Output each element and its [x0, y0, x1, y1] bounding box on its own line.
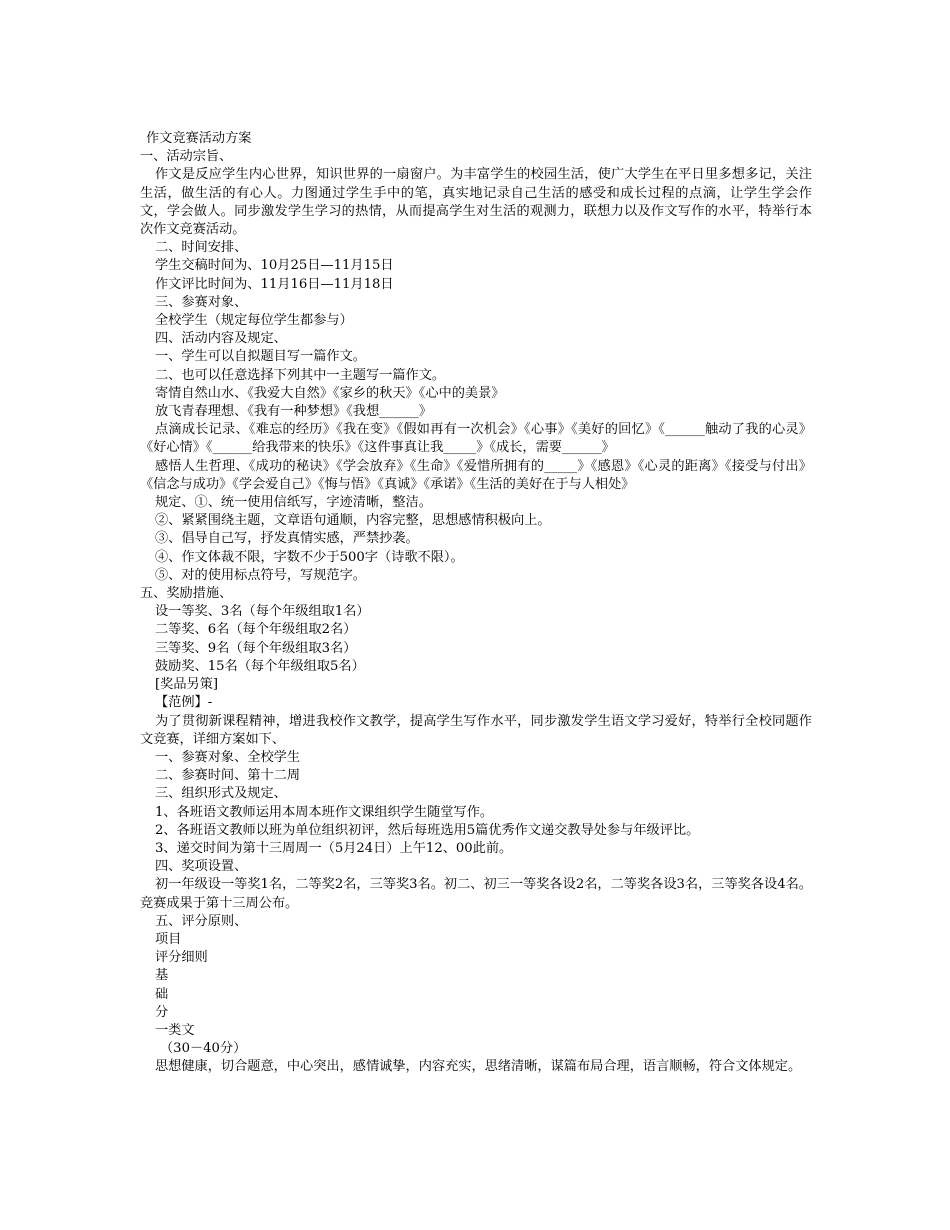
paragraph: 为了贯彻新课程精神，增进我校作文教学，提高学生写作水平，同步激发学生语文学习爱好，特举行全校同题作文竞赛，详细方案如下、: [140, 713, 812, 747]
text-line: 三等奖、9名（每个年级组取3名）: [155, 640, 357, 656]
text-line: 1、各班语文教师运用本周本班作文课组织学生随堂写作。: [155, 804, 494, 820]
text-line: 一、活动宗旨、: [140, 149, 233, 165]
text-line: 五、评分原则、: [155, 913, 248, 929]
text-line: 【范例】-: [155, 695, 213, 711]
text-line: ④、作文体裁不限，字数不少于500字（诗歌不限）。: [155, 549, 464, 565]
text-line: 2、各班语文教师以班为单位组织初评，然后每班选用5篇优秀作文递交教导处参与年级评比。: [155, 822, 700, 838]
text-line: 鼓励奖、15名（每个年级组取5名）: [155, 658, 365, 674]
text-line: 3、递交时间为第十三周周一（5月24日）上午12、00此前。: [155, 840, 513, 856]
text-line: [奖品另策]: [155, 677, 219, 693]
text-line: 全校学生（规定每位学生都参与）: [155, 313, 353, 329]
text-line: 二、参赛时间、第十二周: [155, 768, 301, 784]
text-line: 二等奖、6名（每个年级组取2名）: [155, 622, 357, 638]
text-line: 作文评比时间为、11月16日—11月18日: [155, 276, 394, 292]
text-line: 寄情自然山水、《我爱大自然》《家乡的秋天》《心中的美景》: [155, 385, 505, 401]
text-line: 四、奖项设置、: [155, 859, 248, 875]
text-line: （30－40分）: [160, 1041, 247, 1057]
text-line: 础: [155, 986, 169, 1002]
text-line: 基: [155, 968, 169, 984]
text-line: 规定、①、统一使用信纸写，字迹清晰，整洁。: [155, 495, 432, 511]
text-line: 五、奖励措施、: [140, 586, 233, 602]
text-line: ③、倡导自己写，抒发真情实感，严禁抄袭。: [155, 531, 419, 547]
text-line: ②、紧紧围绕主题，文章语句通顺，内容完整，思想感情积极向上。: [155, 513, 551, 529]
text-line: 设一等奖、3名（每个年级组取1名）: [155, 604, 370, 620]
text-line: 四、活动内容及规定、: [155, 331, 287, 347]
text-line: 一、学生可以自拟题目写一篇作文。: [155, 349, 366, 365]
document-body: [140, 148, 812, 1076]
text-line: 学生交稿时间为、10月25日—11月15日: [155, 258, 394, 274]
text-line: 三、参赛对象、: [155, 294, 248, 310]
paragraph: 感悟人生哲理、《成功的秘诀》《学会放弃》《生命》《爱惜所拥有的_____》《感恩》《心灵的距离》《接受与付出》《信念与成功》《学会爱自己》《悔与悟》《真诚》《承诺》《生活的美好在于与人相处》: [140, 458, 812, 492]
text-line: 三、组织形式及规定、: [155, 786, 287, 802]
text-line: 项目: [155, 931, 182, 947]
paragraph: 初一年级设一等奖1名，二等奖2名，三等奖3名。初二、初三一等奖各设2名，二等奖各设3名，三等奖各设4名。竞赛成果于第十三周公布。: [140, 877, 812, 911]
paragraph: 作文是反应学生内心世界，知识世界的一扇窗户。为丰富学生的校园生活，使广大学生在平日里多想多记，关注生活，做生活的有心人。力图通过学生手中的笔，真实地记录自己生活的感受和成长过程的点滴，让学生学会作文，学会做人。同步激发学生学习的热情，从而提高学生对生活的观测力，联想力以及作文写作的水平，特举行本次作文竞赛活动。: [140, 167, 812, 238]
text-line: 二、时间安排、: [155, 240, 248, 256]
document-page: [140, 130, 812, 1077]
text-line: 分: [155, 1004, 169, 1020]
text-line: 评分细则: [155, 950, 208, 966]
text-line: 放飞青春理想、《我有一种梦想》《我想______》: [155, 404, 432, 420]
document-title: 作文竞赛活动方案: [146, 131, 252, 146]
paragraph: 点滴成长记录、《难忘的经历》《我在变》《假如再有一次机会》《心事》《美好的回忆》《______触动了我的心灵》《好心情》《______给我带来的快乐》《这件事真让我_____》《成长，需要______》: [140, 422, 812, 456]
text-line: 一、参赛对象、全校学生: [155, 749, 301, 765]
text-line: 二、也可以任意选择下列其中一主题写一篇作文。: [155, 367, 446, 383]
text-line: ⑤、对的使用标点符号，写规范字。: [155, 567, 366, 583]
text-line: 一类文: [155, 1022, 195, 1038]
paragraph: 思想健康，切合题意，中心突出，感情诚挚，内容充实，思绪清晰，谋篇布局合理，语言顺畅，符合文体规定。: [155, 1059, 802, 1075]
